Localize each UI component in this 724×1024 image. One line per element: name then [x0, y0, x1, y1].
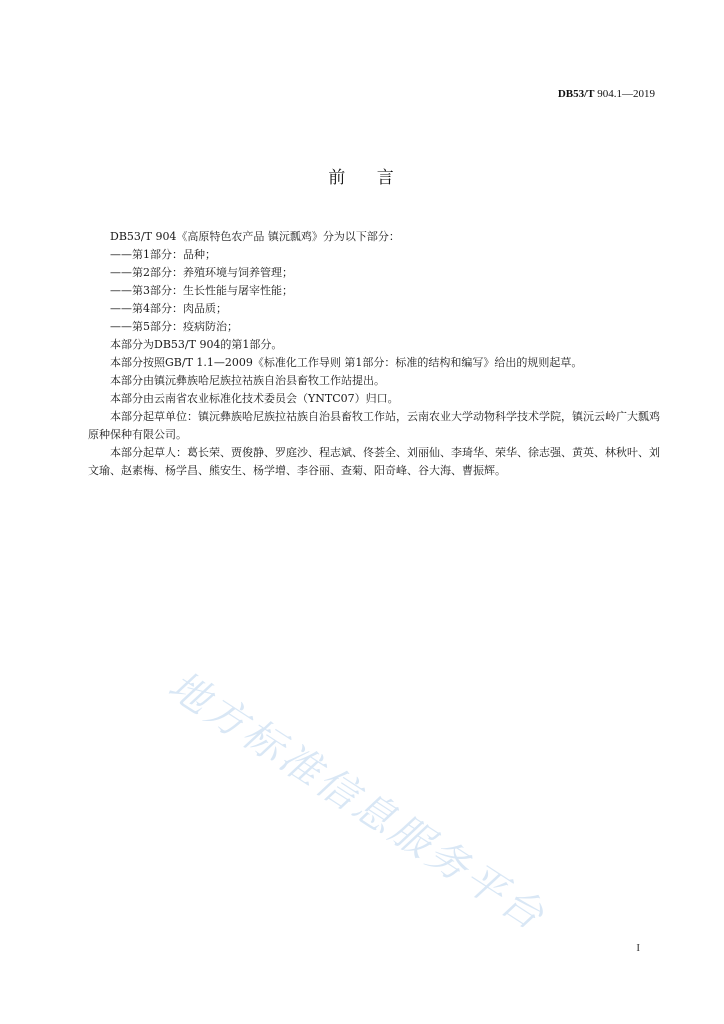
page-title: 前 言 — [328, 168, 396, 188]
standard-code-number: 904.1—2019 — [597, 88, 655, 100]
paragraph-intro: DB53/T 904《高原特色农产品 镇沅瓢鸡》分为以下部分： — [110, 230, 400, 243]
part-list-item-2: ——第2部分：养殖环境与饲养管理； — [110, 266, 293, 279]
page-number: I — [636, 942, 640, 954]
standard-code-prefix: DB53/T — [557, 88, 595, 100]
standard-code — [558, 88, 655, 100]
watermark: 地方标准信息服务平台 — [160, 662, 555, 941]
part-list-item-4: ——第4部分：肉品质； — [110, 302, 227, 315]
part-list-item-1: ——第1部分：品种； — [110, 248, 216, 261]
paragraph-proposed-by: 本部分由镇沅彝族哈尼族拉祜族自治县畜牧工作站提出。 — [110, 374, 385, 387]
paragraph-centralized-by: 本部分由云南省农业标准化技术委员会（YNTC07）归口。 — [110, 392, 399, 405]
paragraph-drafting-units: 本部分起草单位：镇沅彝族哈尼族拉祜族自治县畜牧工作站，云南农业大学动物科学技术学院，镇沅云岭广大瓢鸡原种保种有限公司。 — [88, 410, 660, 441]
foreword-body — [88, 228, 660, 480]
paragraph-drafters: 本部分起草人：葛长荣、贾俊静、罗庭沙、程志斌、佟荟全、刘丽仙、李琦华、荣华、徐志强、黄英、林秋叶、刘文瑜、赵素梅、杨学昌、熊安生、杨学增、李谷丽、查菊、阳奇峰、谷大海、曹振辉。 — [88, 446, 660, 477]
paragraph-drafting-rules: 本部分按照GB/T 1.1—2009《标准化工作导则 第1部分：标准的结构和编写》给出的规则起草。 — [110, 356, 583, 369]
paragraph-part-statement: 本部分为DB53/T 904的第1部分。 — [110, 338, 283, 351]
part-list-item-3: ——第3部分：生长性能与屠宰性能； — [110, 284, 293, 297]
part-list-item-5: ——第5部分：疫病防治； — [110, 320, 238, 333]
